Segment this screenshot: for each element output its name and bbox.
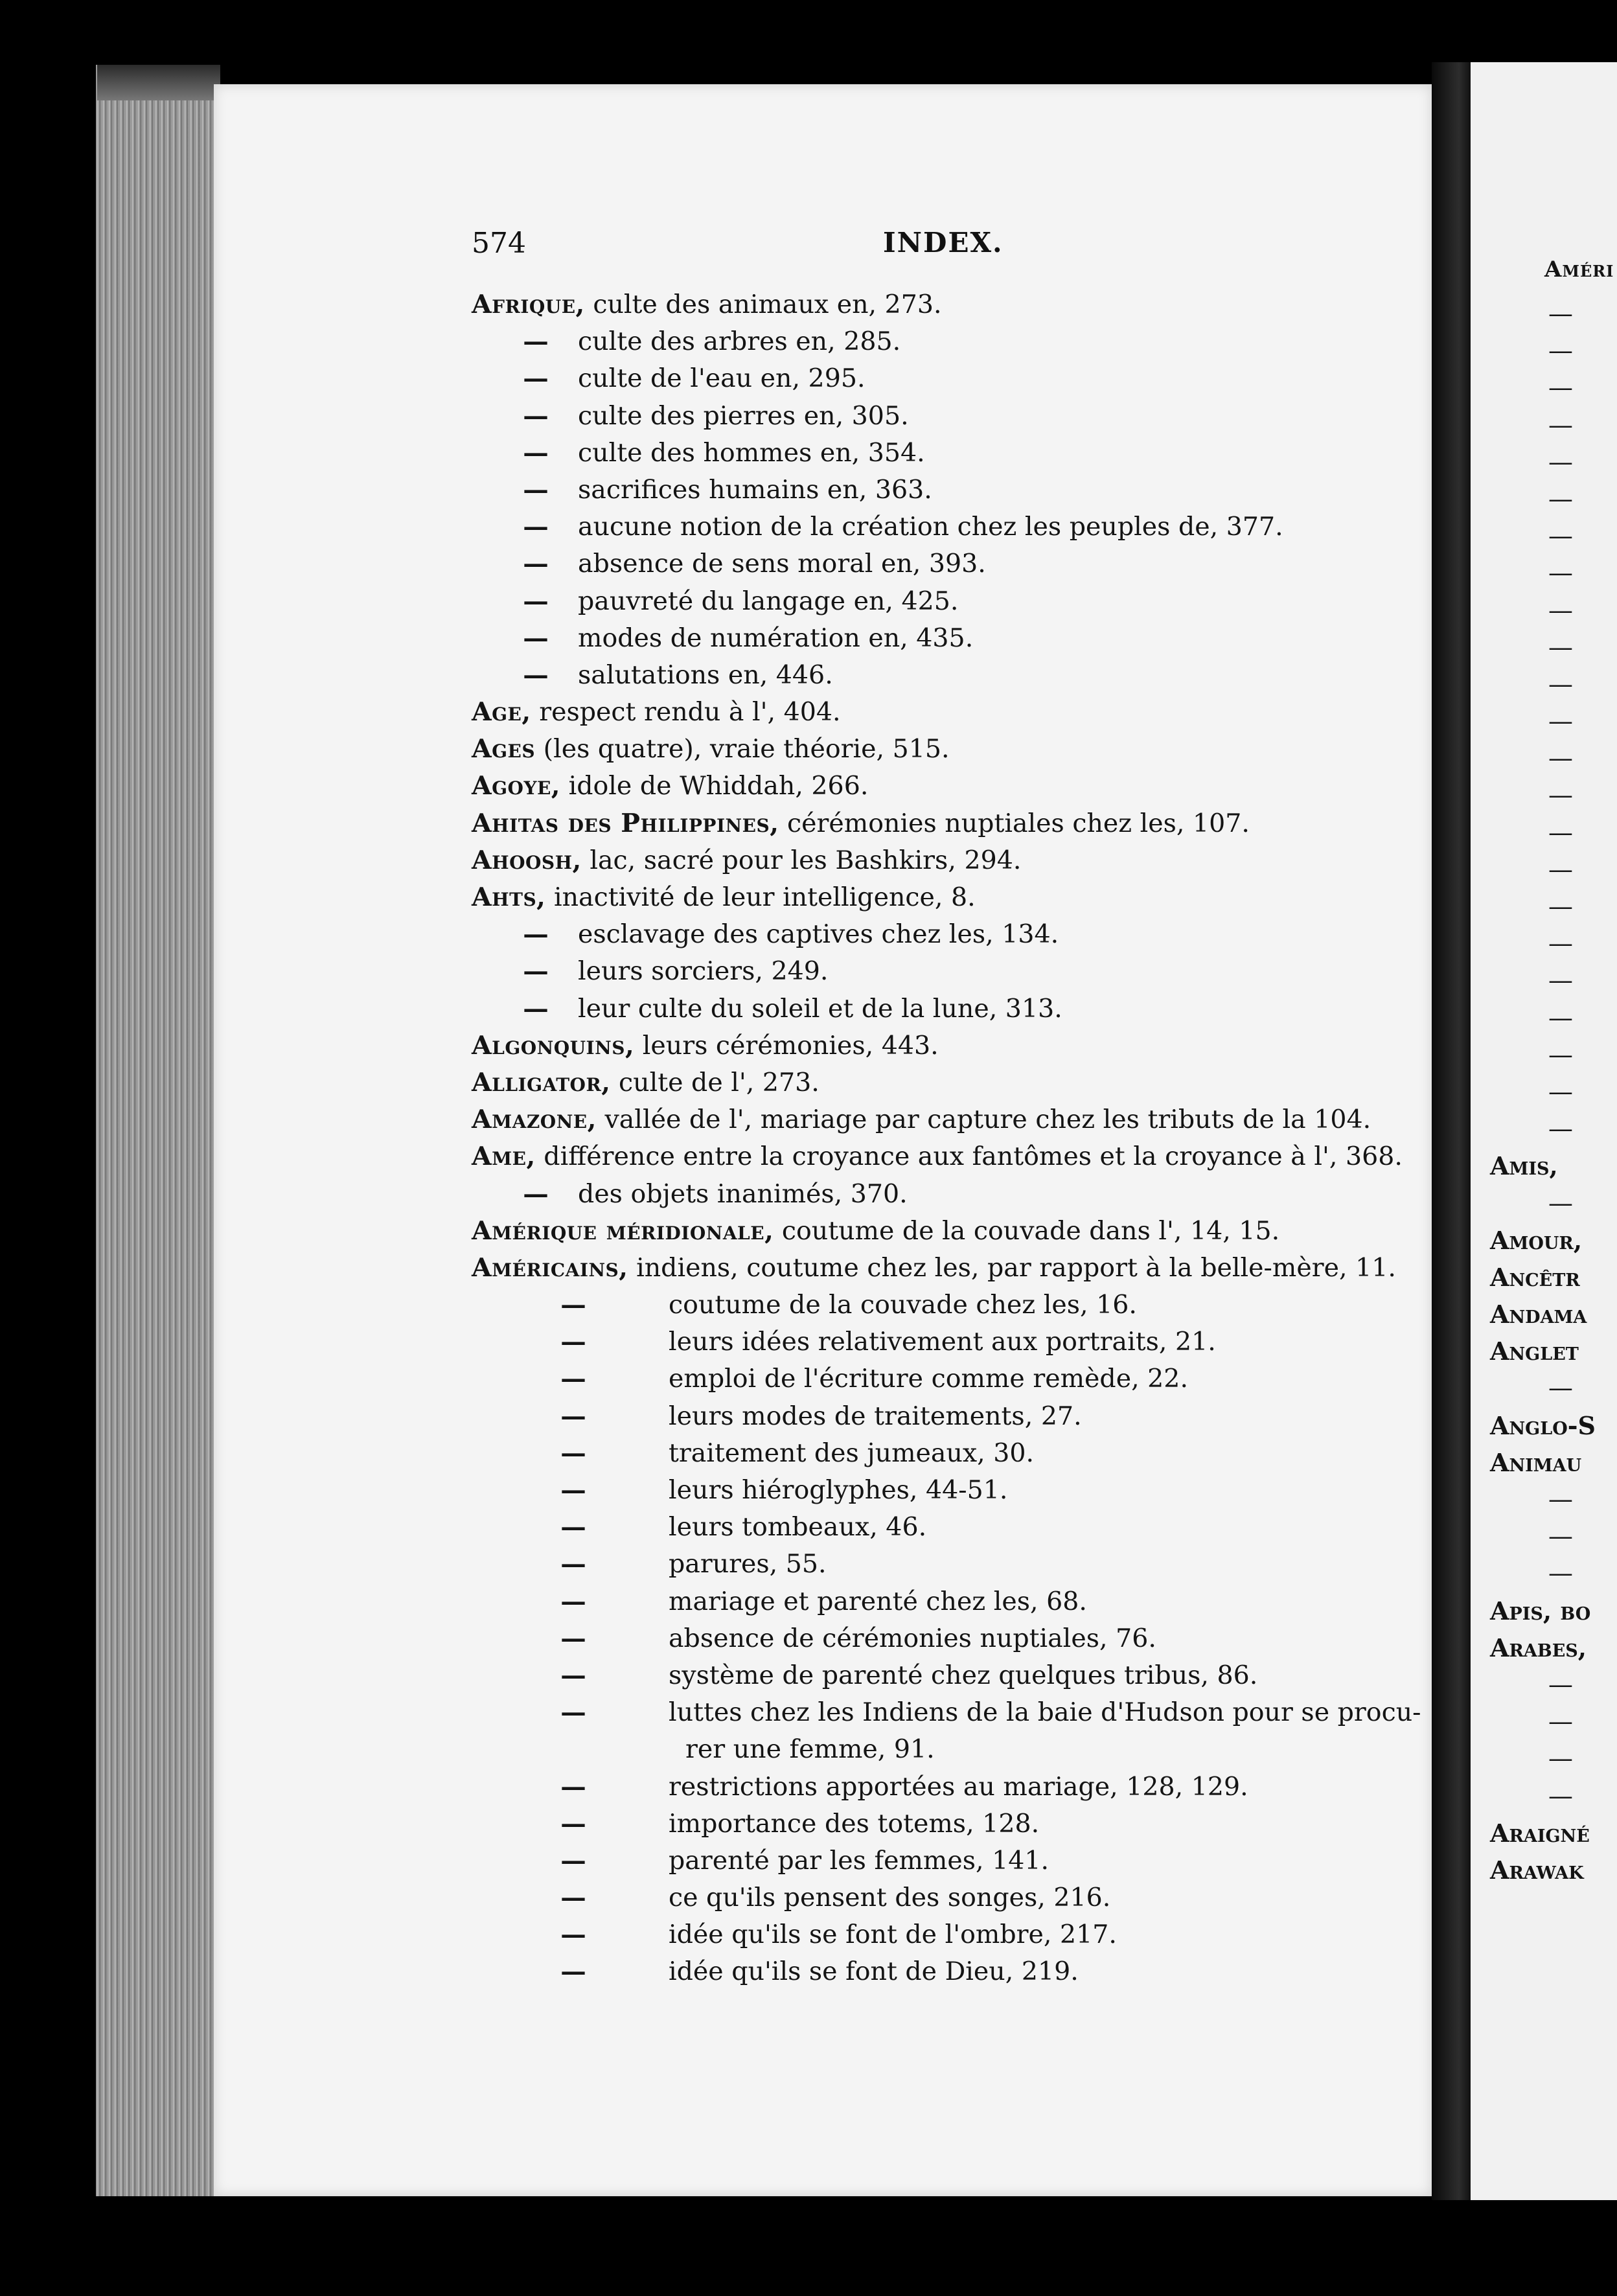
right-page-dash: —: [1548, 1114, 1573, 1143]
index-entry: [472, 1546, 1430, 1583]
index-entry: [472, 879, 1430, 916]
right-page-dash: —: [1548, 1188, 1573, 1217]
entry-text: (les quatre), vraie théorie, 515.: [535, 734, 950, 764]
right-page-dash: —: [1548, 522, 1573, 551]
entry-text: cérémonies nuptiales chez les, 107.: [779, 808, 1250, 838]
entry-text: restrictions apportées au mariage, 128, 129.: [669, 1771, 1248, 1802]
ditto-dash: —: [560, 1364, 586, 1394]
entry-text: absence de sens moral en, 393.: [578, 549, 986, 579]
index-entry: [472, 1250, 1430, 1287]
index-entry: [472, 1916, 1430, 1953]
entry-text: lac, sacré pour les Bashkirs, 294.: [581, 845, 1022, 875]
right-page-dash: —: [1548, 929, 1573, 958]
right-page-dash: —: [1548, 1522, 1573, 1551]
entry-text: système de parenté chez quelques tribus, 86.: [669, 1660, 1258, 1690]
entry-text: coutume de la couvade dans l', 14, 15.: [774, 1215, 1280, 1246]
index-entry: [472, 1435, 1430, 1472]
index-entry: [472, 1324, 1430, 1360]
index-entry: [472, 805, 1430, 842]
index-entry: [472, 583, 1430, 620]
index-entry: [472, 435, 1430, 472]
right-page-dash: —: [1548, 1744, 1573, 1773]
ditto-dash: —: [523, 549, 549, 579]
ditto-dash: —: [560, 1771, 586, 1802]
right-page-dash: —: [1548, 855, 1573, 884]
right-page-dash: —: [1548, 669, 1573, 698]
entry-text: luttes chez les Indiens de la baie d'Hudson pour se procu-: [669, 1697, 1421, 1728]
entry-text: leurs idées relativement aux portraits, 21.: [669, 1327, 1216, 1357]
entry-text: traitement des jumeaux, 30.: [669, 1438, 1035, 1468]
right-page-dash: —: [1548, 1707, 1573, 1736]
index-entry: [472, 953, 1430, 990]
entry-text: leurs tombeaux, 46.: [669, 1512, 927, 1543]
right-page: [1471, 62, 1617, 2200]
right-page-dash: —: [1548, 966, 1573, 995]
ditto-dash: —: [560, 1290, 586, 1320]
entry-text: culte des arbres en, 285.: [578, 327, 901, 357]
entry-text: parures, 55.: [669, 1549, 827, 1579]
entry-text: parenté par les femmes, 141.: [669, 1845, 1049, 1876]
entry-text: idée qu'ils se font de l'ombre, 217.: [669, 1920, 1117, 1950]
ditto-dash: —: [560, 1808, 586, 1839]
entry-heading: Agoye,: [472, 771, 561, 801]
ditto-dash: —: [560, 1845, 586, 1876]
ditto-dash: —: [523, 919, 549, 950]
entry-text: culte de l'eau en, 295.: [578, 363, 866, 394]
ditto-dash: —: [560, 1883, 586, 1913]
entry-text: vallée de l', mariage par capture chez les tributs de la 104.: [596, 1105, 1371, 1135]
index-entry: [472, 1138, 1430, 1175]
entry-heading: Algonquins,: [472, 1030, 635, 1061]
entry-text: coutume de la couvade chez les, 16.: [669, 1290, 1137, 1320]
entry-heading: Age,: [472, 697, 531, 728]
entry-text: culte des hommes en, 354.: [578, 437, 925, 468]
right-page-heading: Amis,: [1490, 1151, 1558, 1181]
right-page-dash: —: [1548, 1781, 1573, 1810]
entry-heading: Ahoosh,: [472, 845, 582, 875]
entry-text: absence de cérémonies nuptiales, 76.: [669, 1623, 1156, 1653]
entry-text: pauvreté du langage en, 425.: [578, 586, 959, 616]
right-page-heading: Amour,: [1490, 1225, 1583, 1255]
index-entry: [472, 1657, 1430, 1694]
index-entry: [472, 1806, 1430, 1843]
entry-heading: Alligator,: [472, 1067, 611, 1097]
ditto-dash: —: [523, 437, 549, 468]
book-page-edge: [96, 65, 219, 2196]
page-number: 574: [472, 227, 526, 260]
index-entry: [472, 1620, 1430, 1657]
right-page-running-head: Améri: [1544, 257, 1614, 282]
right-page-heading: Animau: [1490, 1447, 1582, 1477]
index-entry: [472, 1213, 1430, 1250]
entry-text: importance des totems, 128.: [669, 1808, 1040, 1839]
right-page-dash: —: [1548, 818, 1573, 847]
index-entries: [472, 286, 1430, 1991]
entry-text: esclavage des captives chez les, 134.: [578, 919, 1059, 950]
index-entry: [472, 323, 1430, 360]
ditto-dash: —: [523, 660, 549, 690]
ditto-dash: —: [523, 586, 549, 616]
ditto-dash: —: [523, 1178, 549, 1209]
index-entry: [472, 916, 1430, 953]
entry-text: sacrifices humains en, 363.: [578, 474, 932, 505]
right-page-dash: —: [1548, 558, 1573, 588]
entry-text: leurs modes de traitements, 27.: [669, 1401, 1082, 1431]
index-entry: [472, 1583, 1430, 1620]
index-entry: [472, 1694, 1430, 1731]
ditto-dash: —: [523, 956, 549, 987]
ditto-dash: —: [560, 1438, 586, 1468]
index-entry: [472, 1731, 1430, 1768]
right-page-dash: —: [1548, 781, 1573, 810]
page-header: [472, 227, 1119, 266]
book-page-edge-shadow: [97, 65, 220, 100]
ditto-dash: —: [560, 1401, 586, 1431]
ditto-dash: —: [560, 1660, 586, 1690]
index-entry: [472, 620, 1430, 657]
entry-text: leurs cérémonies, 443.: [634, 1030, 939, 1061]
index-entry: [472, 472, 1430, 509]
entry-heading: Amazone,: [472, 1105, 597, 1135]
entry-text: culte de l', 273.: [610, 1067, 820, 1097]
right-page-dash: —: [1548, 1670, 1573, 1699]
ditto-dash: —: [560, 1475, 586, 1505]
index-entry: [472, 694, 1430, 731]
index-entry: [472, 1398, 1430, 1435]
index-entry: [472, 1064, 1430, 1101]
right-page-dash: —: [1548, 892, 1573, 921]
index-entry: [472, 1176, 1430, 1213]
entry-text: différence entre la croyance aux fantômes et la croyance à l', 368.: [535, 1142, 1403, 1172]
ditto-dash: —: [523, 474, 549, 505]
entry-text: culte des animaux en, 273.: [584, 290, 942, 319]
right-page-dash: —: [1548, 744, 1573, 773]
right-page-dash: —: [1548, 410, 1573, 439]
entry-text: leurs hiéroglyphes, 44-51.: [669, 1475, 1008, 1505]
ditto-dash: —: [560, 1920, 586, 1950]
ditto-dash: —: [523, 327, 549, 357]
index-entry: [472, 1472, 1430, 1509]
right-page-heading: Arawak: [1490, 1855, 1584, 1885]
entry-text: leurs sorciers, 249.: [578, 956, 829, 987]
right-page-dash: —: [1548, 707, 1573, 736]
right-page-dash: —: [1548, 1040, 1573, 1069]
index-entry: [472, 509, 1430, 545]
right-page-dash: —: [1548, 336, 1573, 365]
right-page-dash: —: [1548, 1373, 1573, 1403]
entry-text: indiens, coutume chez les, par rapport à la belle-mère, 11.: [628, 1252, 1396, 1283]
right-page-dash: —: [1548, 1485, 1573, 1513]
right-page-heading: Andama: [1490, 1300, 1587, 1329]
right-page-heading: Ancêtr: [1490, 1262, 1580, 1292]
index-entry: [472, 657, 1430, 694]
entry-heading: Afrique,: [472, 290, 585, 319]
right-page-dash: —: [1548, 484, 1573, 513]
ditto-dash: —: [523, 993, 549, 1024]
index-entry: [472, 1769, 1430, 1806]
index-entry: [472, 731, 1430, 768]
entry-text: ce qu'ils pensent des songes, 216.: [669, 1883, 1111, 1913]
index-entry: [472, 398, 1430, 435]
right-page-dash: —: [1548, 447, 1573, 476]
right-page-dash: —: [1548, 299, 1573, 328]
right-page-heading: Anglet: [1490, 1337, 1579, 1366]
index-entry: [472, 991, 1430, 1027]
index-entry: [472, 842, 1430, 879]
ditto-dash: —: [560, 1327, 586, 1357]
entry-heading: Ame,: [472, 1142, 536, 1172]
right-page-dash: —: [1548, 1003, 1573, 1032]
entry-heading: Ahts,: [472, 882, 546, 912]
entry-text: idée qu'ils se font de Dieu, 219.: [669, 1957, 1079, 1987]
ditto-dash: —: [523, 623, 549, 653]
entry-text: emploi de l'écriture comme remède, 22.: [669, 1364, 1188, 1394]
entry-text: salutations en, 446.: [578, 660, 833, 690]
ditto-dash: —: [523, 363, 549, 394]
right-page-heading: Arabes,: [1490, 1633, 1587, 1662]
ditto-dash: —: [523, 400, 549, 431]
entry-text: inactivité de leur intelligence, 8.: [545, 882, 976, 912]
entry-text: leur culte du soleil et de la lune, 313.: [578, 993, 1062, 1024]
index-entry: [472, 286, 1430, 323]
entry-text: culte des pierres en, 305.: [578, 400, 909, 431]
entry-heading: Ahitas des Philippines,: [472, 808, 779, 838]
right-page-dash: —: [1548, 373, 1573, 402]
ditto-dash: —: [560, 1623, 586, 1653]
right-page-heading: Apis, bo: [1490, 1596, 1591, 1625]
right-page-dash: —: [1548, 1077, 1573, 1106]
index-entry: [472, 1101, 1430, 1138]
entry-heading: Américains,: [472, 1252, 628, 1283]
entry-text: des objets inanimés, 370.: [578, 1178, 908, 1209]
index-entry: [472, 545, 1430, 582]
index-entry: [472, 768, 1430, 805]
right-page-dash: —: [1548, 632, 1573, 661]
index-entry: [472, 1843, 1430, 1879]
index-entry: [472, 1953, 1430, 1990]
ditto-dash: —: [560, 1512, 586, 1543]
index-entry: [472, 1509, 1430, 1546]
book-gutter: [1432, 62, 1471, 2200]
index-entry: [472, 1027, 1430, 1064]
running-head: INDEX.: [883, 227, 1003, 258]
right-page-entries: [1490, 295, 1617, 1888]
ditto-dash: —: [560, 1957, 586, 1987]
entry-text: modes de numération en, 435.: [578, 623, 974, 653]
entry-text: respect rendu à l', 404.: [531, 697, 841, 728]
index-entry: [472, 1287, 1430, 1324]
right-page-heading: Araigné: [1490, 1818, 1590, 1848]
right-page-heading: Anglo-S: [1490, 1410, 1596, 1440]
ditto-dash: —: [560, 1549, 586, 1579]
entry-heading: Amérique méridionale,: [472, 1215, 774, 1246]
ditto-dash: —: [560, 1586, 586, 1616]
index-entry: [472, 360, 1430, 397]
index-entry: [472, 1879, 1430, 1916]
right-page-dash: —: [1548, 595, 1573, 625]
index-entry: [472, 1360, 1430, 1397]
entry-text: aucune notion de la création chez les peuples de, 377.: [578, 512, 1283, 542]
entry-text: idole de Whiddah, 266.: [560, 771, 869, 801]
ditto-dash: —: [523, 512, 549, 542]
ditto-dash: —: [560, 1697, 586, 1728]
entry-text: mariage et parenté chez les, 68.: [669, 1586, 1087, 1616]
right-page-dash: —: [1548, 1559, 1573, 1588]
entry-continuation: rer une femme, 91.: [685, 1734, 935, 1765]
entry-heading: Ages: [472, 734, 536, 764]
